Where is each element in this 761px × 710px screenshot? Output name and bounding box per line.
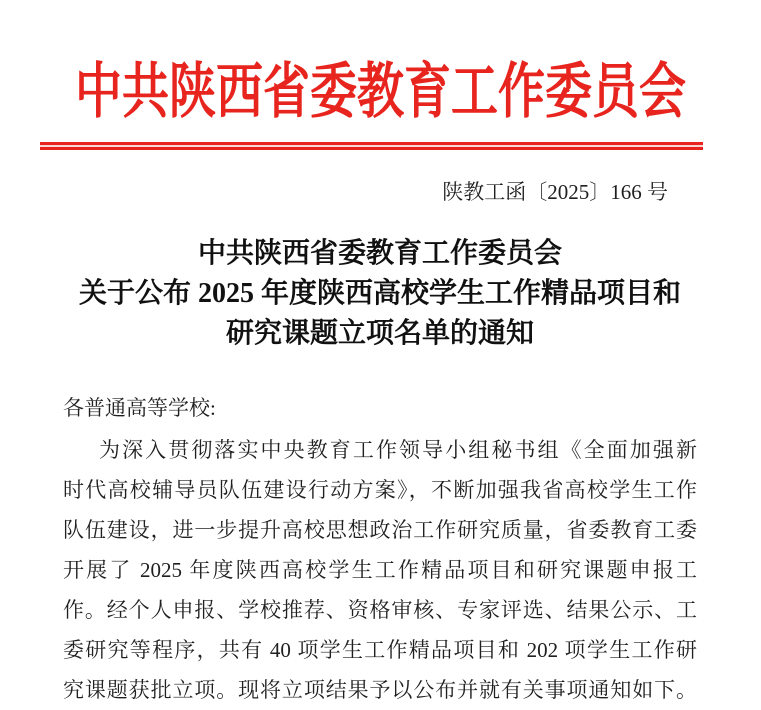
- red-header-divider: [40, 142, 703, 150]
- body-line: 委研究等程序，共有 40 项学生工作精品项目和 202 项学生工作研: [63, 638, 697, 662]
- document-body: [63, 388, 697, 710]
- body-line: 作。经个人申报、学校推荐、资格审核、专家评选、结果公示、工: [63, 598, 697, 622]
- document-reference-number: 陕教工函〔2025〕166 号: [442, 180, 668, 204]
- notice-title: [63, 234, 697, 354]
- body-line: 为深入贯彻落实中央教育工作领导小组秘书组《全面加强新: [99, 438, 697, 462]
- notice-title-line-1: 中共陕西省委教育工作委员会: [197, 238, 562, 269]
- letterhead-org-title: 中共陕西省委教育工作委员会: [75, 59, 686, 127]
- body-line: 队伍建设，进一步提升高校思想政治工作研究质量，省委教育工委: [63, 518, 697, 542]
- body-line: 时代高校辅导员队伍建设行动方案》，不断加强我省高校学生工作: [63, 478, 697, 502]
- notice-title-line-3: 研究课题立项名单的通知: [225, 318, 534, 349]
- body-line: 究课题获批立项。现将立项结果予以公布并就有关事项通知如下。: [63, 678, 697, 702]
- body-line: 开展了 2025 年度陕西高校学生工作精品项目和研究课题申报工: [63, 558, 697, 582]
- salutation: 各普通高等学校:: [63, 396, 216, 420]
- notice-title-line-2: 关于公布 2025 年度陕西高校学生工作精品项目和: [78, 278, 681, 309]
